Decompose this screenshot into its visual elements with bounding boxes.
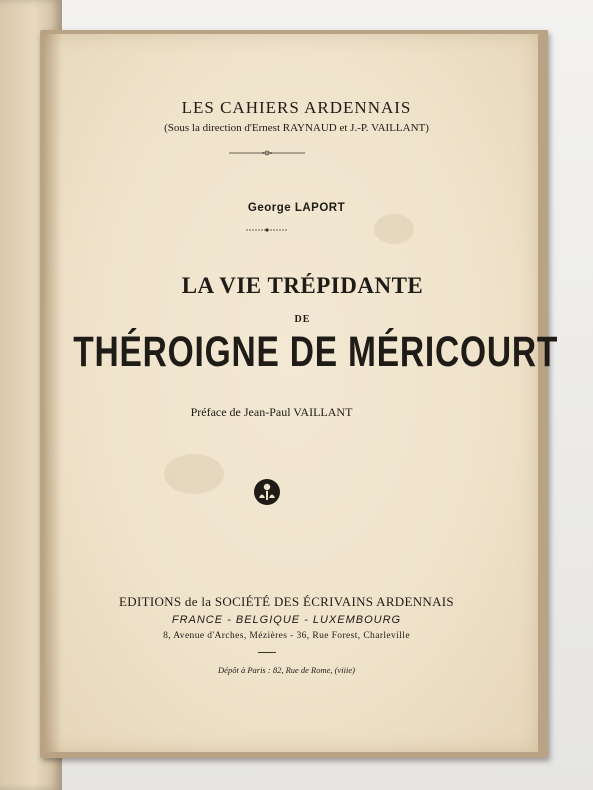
publisher-emblem-icon	[253, 478, 281, 506]
publisher-countries: FRANCE - BELGIQUE - LUXEMBOURG	[171, 614, 402, 626]
title-connector: DE	[294, 314, 311, 325]
author-name: George LAPORT	[247, 202, 346, 214]
separator-rule	[258, 652, 276, 653]
publisher-address: 8, Avenue d'Arches, Mézières - 36, Rue Forest, Charleville	[163, 631, 410, 641]
ornament-rule-icon	[246, 227, 288, 233]
title-line-2: THÉROIGNE DE MÉRICOURT	[73, 328, 559, 376]
series-title: LES CAHIERS ARDENNAIS	[181, 98, 412, 117]
preface-credit: Préface de Jean-Paul VAILLANT	[190, 405, 353, 419]
paper-stain	[164, 454, 224, 494]
paris-depot: Dépôt à Paris : 82, Rue de Rome, (viiie)	[218, 665, 355, 675]
title-line-1: LA VIE TRÉPIDANTE	[181, 273, 424, 298]
paper-stain	[374, 214, 414, 244]
title-page	[44, 34, 559, 752]
series-direction: (Sous la direction d'Ernest RAYNAUD et J.-P. VAILLANT)	[164, 122, 429, 134]
ornament-rule-icon	[229, 149, 305, 157]
publisher-name: EDITIONS de la SOCIÉTÉ DES ÉCRIVAINS ARDENNAIS	[119, 594, 454, 609]
page-gutter-shadow	[44, 34, 62, 752]
